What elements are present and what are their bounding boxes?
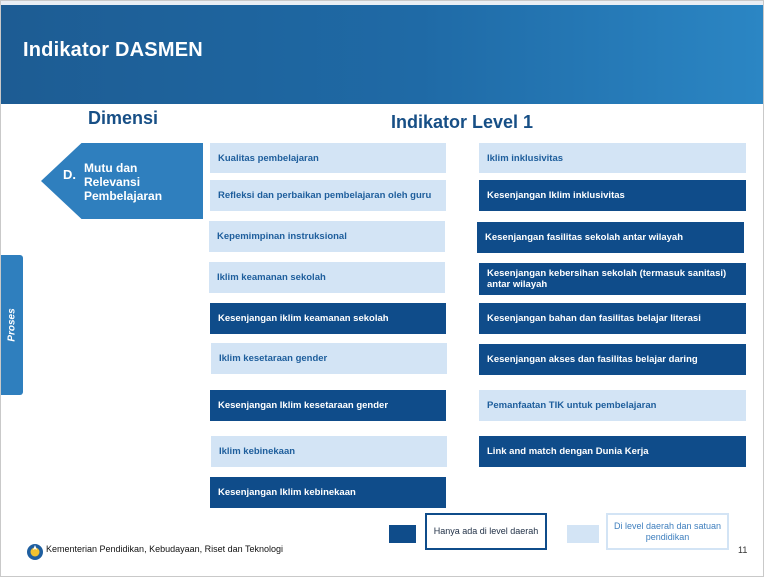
indicator-left-7: Kesenjangan Iklim kesetaraan gender (210, 390, 446, 421)
indicator-right-1: Iklim inklusivitas (479, 143, 746, 173)
indicator-left-4: Iklim keamanan sekolah (209, 262, 445, 293)
header-top-strip (1, 1, 763, 5)
side-tab-label: Proses (6, 308, 18, 342)
dimensi-heading: Dimensi (88, 108, 159, 128)
indicator-right-4: Kesenjangan kebersihan sekolah (termasuk sanitasi) antar wilayah (479, 263, 746, 295)
indicator-left-2: Refleksi dan perbaikan pembelajaran oleh guru (210, 180, 446, 211)
indicator-right-8: Link and match dengan Dunia Kerja (479, 436, 746, 467)
indicator-left-8: Iklim kebinekaan (211, 436, 447, 467)
legend-dark-label: Hanya ada di level daerah (425, 513, 547, 550)
indicator-right-5: Kesenjangan bahan dan fasilitas belajar literasi (479, 303, 746, 334)
indikator-heading: Indikator Level 1 (391, 112, 534, 132)
dimension-letter: D. (63, 167, 76, 182)
legend-dark-swatch (389, 525, 416, 543)
indicator-right-3: Kesenjangan fasilitas sekolah antar wilayah (477, 222, 744, 253)
footer-ministry-name: Kementerian Pendidikan, Kebudayaan, Riset dan Teknologi (46, 544, 283, 554)
indicator-left-5: Kesenjangan iklim keamanan sekolah (210, 303, 446, 334)
page-number: 11 (738, 545, 748, 555)
indicator-left-3: Kepemimpinan instruksional (209, 221, 445, 252)
indicator-right-7: Pemanfaatan TIK untuk pembelajaran (479, 390, 746, 421)
indicator-left-9: Kesenjangan Iklim kebinekaan (210, 477, 446, 508)
ministry-logo-icon (26, 541, 44, 563)
indicator-right-6: Kesenjangan akses dan fasilitas belajar daring (479, 344, 746, 375)
indicator-left-6: Iklim kesetaraan gender (211, 343, 447, 374)
indicator-left-1: Kualitas pembelajaran (210, 143, 446, 173)
dimension-label: Mutu dan Relevansi Pembelajaran (84, 161, 163, 203)
legend-light-label: Di level daerah dan satuan pendidikan (606, 513, 729, 550)
legend-light-swatch (567, 525, 599, 543)
slide-title: Indikator DASMEN (23, 39, 203, 61)
indicator-right-2: Kesenjangan Iklim inklusivitas (479, 180, 746, 211)
